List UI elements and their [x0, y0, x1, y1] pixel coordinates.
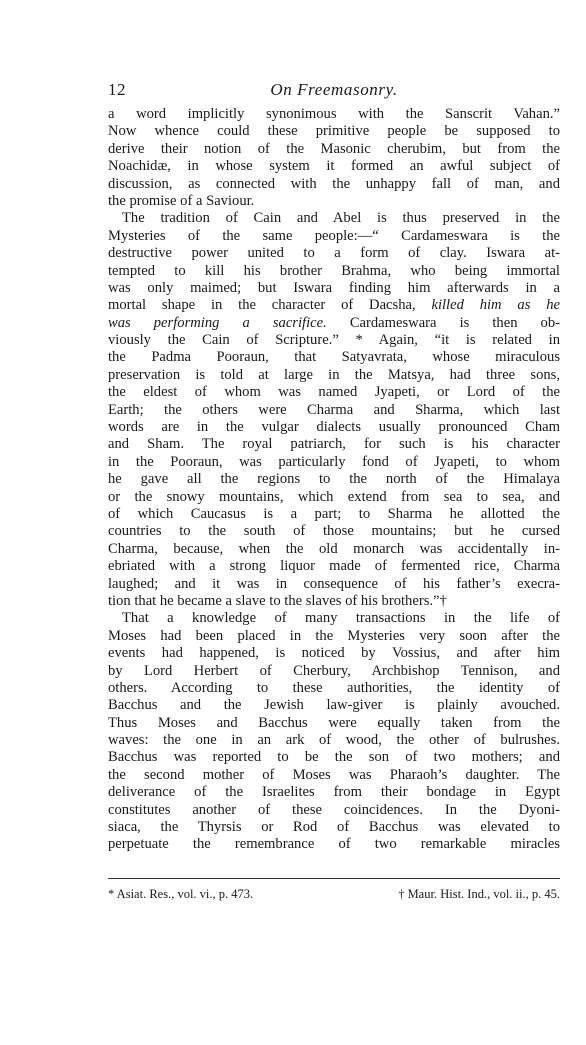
text-line: the promise of a Saviour. [108, 192, 255, 209]
text-line [108, 297, 560, 314]
body-text [108, 106, 560, 854]
running-title: On Freemasonry. [270, 80, 398, 99]
footnote-asterisk: * Asiat. Res., vol. vi., p. 473. [108, 886, 254, 901]
text-line: Charma, because, when the old monarch was accidentally in- [108, 540, 560, 557]
text-line: words are in the vulgar dialects usually pronounced Cham [108, 419, 560, 436]
text-line: Mysteries of the same people:—“ Cardameswara is the [108, 227, 560, 244]
italic-run: was performing a sacrifice. [108, 314, 327, 331]
text-line: Now whence could these primitive people be supposed to [108, 123, 560, 140]
text-line: viously the Cain of Scripture.” * Again, “it is related in [108, 332, 560, 349]
text-line: Thus Moses and Bacchus were equally taken from the [108, 714, 560, 731]
text-line: Noachidæ, in whose system it formed an awful subject of [108, 158, 560, 175]
text-run: Cardameswara is then ob- [349, 314, 560, 331]
text-line: was only maimed; but Iswara finding him afterwards in a [108, 279, 560, 296]
text-line: Bacchus was reported to be the son of two mothers; and [108, 749, 560, 766]
text-line: ebriated with a strong liquor made of fermented rice, Charma [108, 558, 560, 575]
text-line: derive their notion of the Masonic cherubim, but from the [108, 140, 560, 157]
text-line: events had happened, is noticed by Vossius, and after him [108, 645, 560, 662]
running-head [108, 80, 560, 106]
text-line: tion that he became a slave to the slaves of his brothers.”† [108, 592, 447, 609]
text-line: waves: the one in an ark of wood, the other of bulrushes. [108, 732, 560, 749]
text-line: the second mother of Moses was Pharaoh’s daughter. The [108, 766, 560, 783]
text-line: deliverance of the Israelites from their bondage in Egypt [108, 784, 560, 801]
text-line: Bacchus and the Jewish law-giver is plainly avouched. [108, 697, 560, 714]
text-line: the Padma Pooraun, that Satyavrata, whose miraculous [108, 349, 560, 366]
text-line: perpetuate the remembrance of two remarkable miracles [108, 836, 560, 853]
text-line: Moses had been placed in the Mysteries very soon after the [108, 627, 560, 644]
text-line: That a knowledge of many transactions in the life of [122, 610, 560, 627]
text-line: in the Pooraun, was particularly fond of Jyapeti, to whom [108, 453, 560, 470]
italic-run: killed him as he [431, 297, 560, 314]
text-line: by Lord Herbert of Cherbury, Archbishop Tennison, and [108, 662, 560, 679]
book-page [108, 80, 560, 907]
text-line: laughed; and it was in consequence of his father’s execra- [108, 575, 560, 592]
text-line [108, 315, 560, 332]
footnote-dagger: † Maur. Hist. Ind., vol. ii., p. 45. [398, 886, 560, 901]
footnotes [108, 887, 560, 907]
text-line: countries to the south of those mountains; but he cursed [108, 523, 560, 540]
text-line: tempted to kill his brother Brahma, who being immortal [108, 262, 560, 279]
text-line: The tradition of Cain and Abel is thus preserved in the [122, 210, 560, 227]
text-line: destructive power united to a form of clay. Iswara at- [108, 245, 560, 262]
text-run: mortal shape in the character of Dacsha, [108, 297, 416, 314]
text-line: or the snowy mountains, which extend from sea to sea, and [108, 488, 560, 505]
text-line: he gave all the regions to the north of the Himalaya [108, 471, 560, 488]
text-line: constitutes another of these coincidences. In the Dyoni- [108, 801, 560, 818]
text-line: of which Caucasus is a part; to Sharma he allotted the [108, 505, 560, 522]
text-line: a word implicitly synonimous with the Sanscrit Vahan.” [108, 106, 560, 122]
text-line: siaca, the Thyrsis or Rod of Bacchus was elevated to [108, 819, 560, 836]
text-line: discussion, as connected with the unhappy fall of man, and [108, 175, 560, 192]
footnote-rule [108, 878, 560, 879]
text-line: Earth; the others were Charma and Sharma, which last [108, 401, 560, 418]
page-number: 12 [108, 80, 126, 99]
text-line: others. According to these authorities, the identity of [108, 679, 560, 696]
text-line: preservation is told at large in the Matsya, had three sons, [108, 366, 560, 383]
text-line: the eldest of whom was named Jyapeti, or Lord of the [108, 384, 560, 401]
text-line: and Sham. The royal patriarch, for such is his character [108, 436, 560, 453]
